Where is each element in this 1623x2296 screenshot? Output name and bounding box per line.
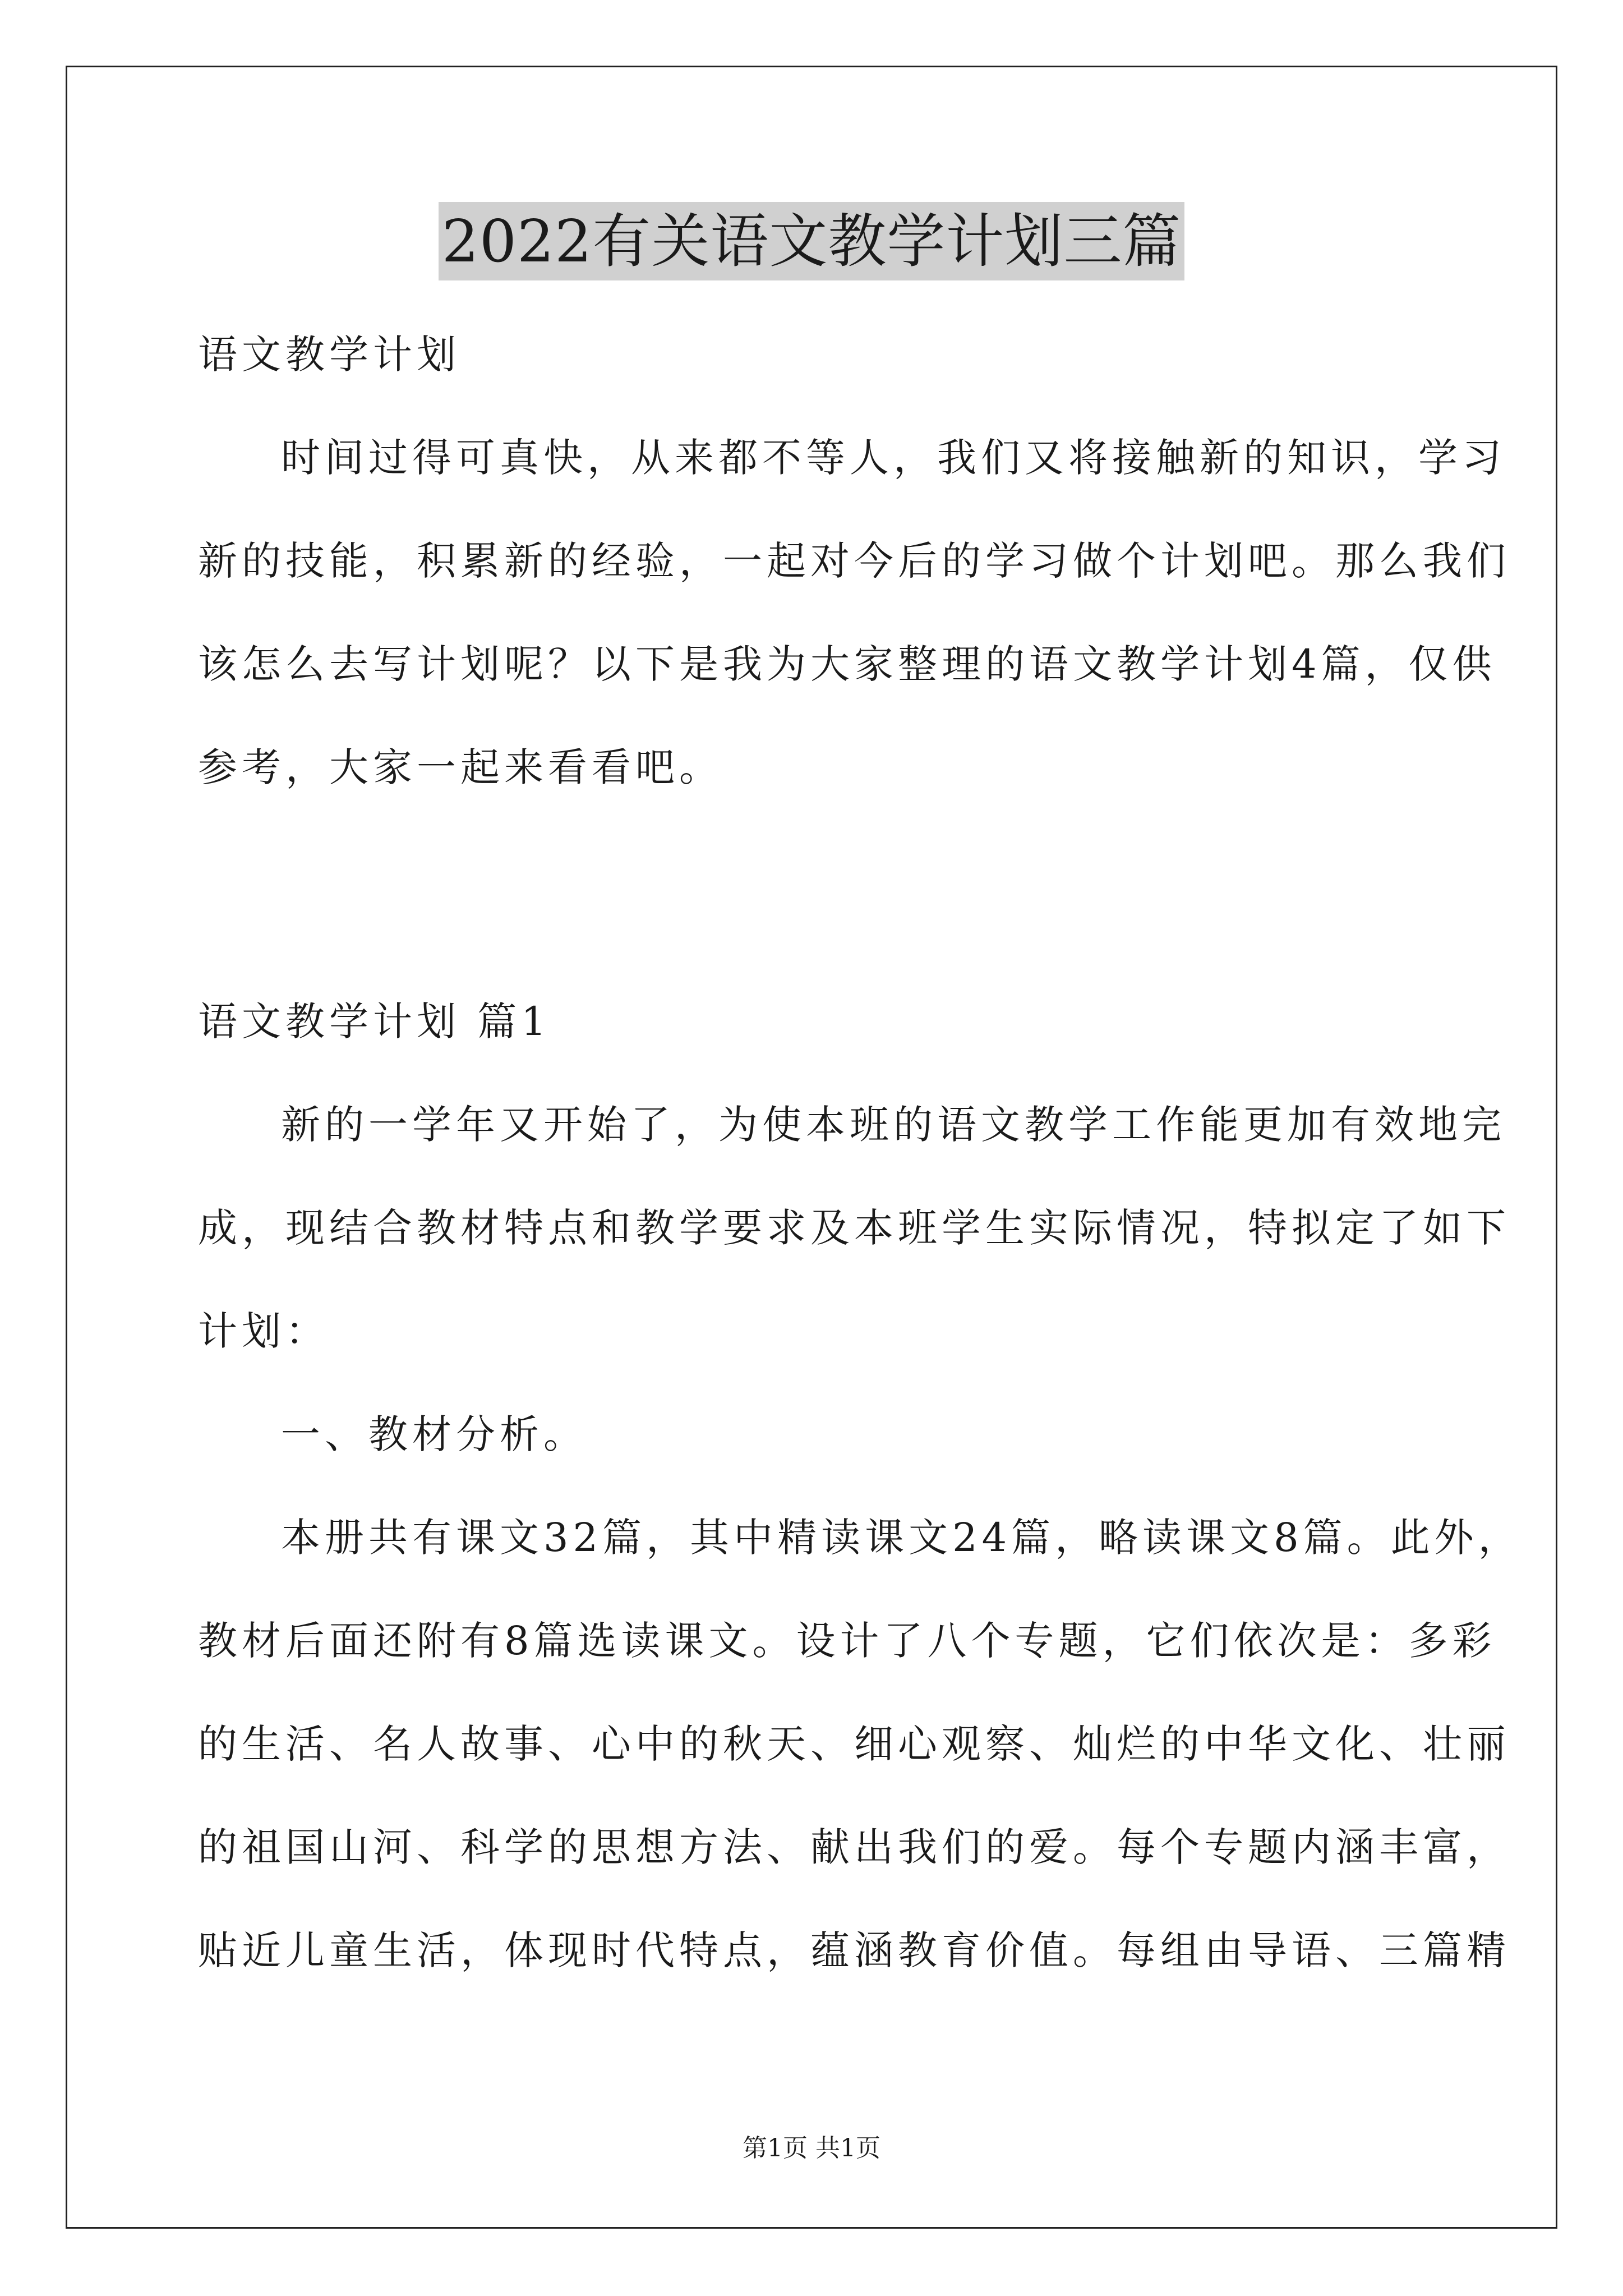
paragraph-line: 的生活、名人故事、心中的秋天、细心观察、灿烂的中华文化、壮丽 — [198, 1721, 1510, 1767]
textbook-analysis-paragraph — [198, 1486, 1522, 2002]
paragraph-line: 教材后面还附有8篇选读课文。设计了八个专题，它们依次是：多彩 — [198, 1618, 1496, 1664]
paragraph-line: 的祖国山河、科学的思想方法、献出我们的爱。每个专题内涵丰富， — [198, 1824, 1510, 1870]
section-heading-2 — [198, 970, 1432, 1073]
paragraph-line: 时间过得可真快，从来都不等人，我们又将接触新的知识，学习 — [281, 435, 1506, 481]
paragraph-line: 参考，大家一起来看看吧。 — [198, 744, 723, 790]
paragraph-line: 新的技能，积累新的经验，一起对今后的学习做个计划吧。那么我们 — [198, 538, 1510, 584]
paragraph-line: 该怎么去写计划呢？以下是我为大家整理的语文教学计划4篇，仅供 — [198, 641, 1496, 687]
paragraph-line: 一、教材分析。 — [281, 1411, 587, 1457]
subsection-heading — [198, 1383, 1432, 1486]
paragraph-line: 贴近儿童生活，体现时代特点，蕴涵教育价值。每组由导语、三篇精 — [198, 1927, 1510, 1973]
heading-text: 语文教学计划 — [198, 332, 460, 378]
document-title: 2022有关语文教学计划三篇 — [439, 202, 1185, 280]
intro-paragraph — [198, 406, 1510, 819]
plan-intro-paragraph — [198, 1073, 1510, 1383]
section-heading-1 — [198, 303, 1432, 406]
paragraph-line: 本册共有课文32篇，其中精读课文24篇，略读课文8篇。此外， — [281, 1515, 1522, 1561]
paragraph-line: 成，现结合教材特点和教学要求及本班学生实际情况，特拟定了如下 — [198, 1205, 1510, 1251]
paragraph-line: 新的一学年又开始了，为使本班的语文教学工作能更加有效地完 — [281, 1102, 1506, 1148]
paragraph-line: 计划： — [198, 1308, 329, 1354]
heading-text: 语文教学计划 篇1 — [198, 999, 551, 1045]
title-wrapper — [0, 202, 1623, 280]
page-footer: 第1页 共1页 — [743, 2134, 880, 2162]
